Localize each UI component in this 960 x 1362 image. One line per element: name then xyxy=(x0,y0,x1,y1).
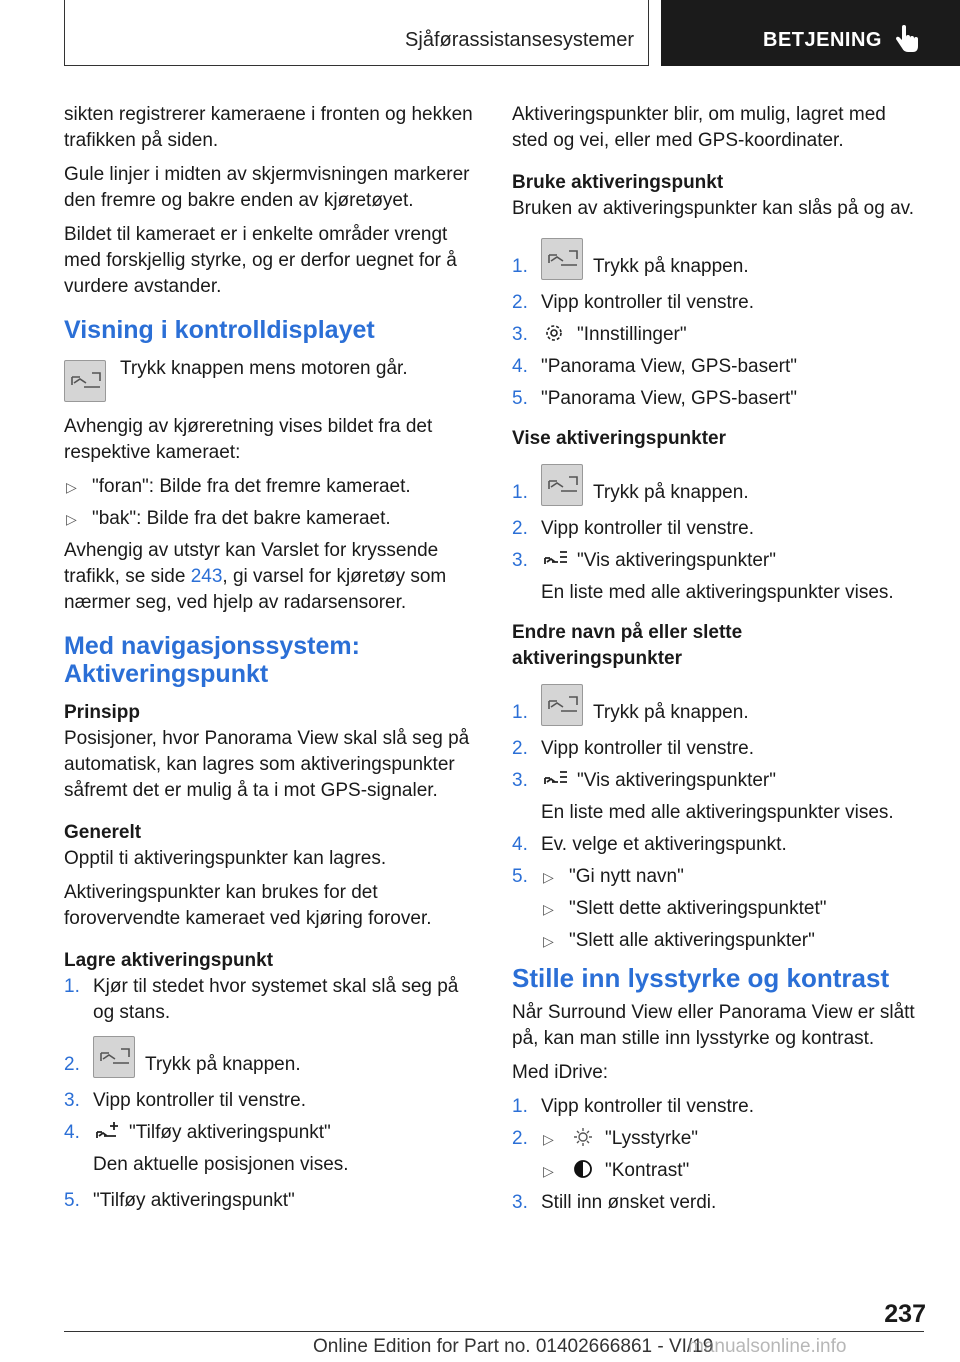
display-instruction xyxy=(64,356,478,402)
heading-lagre: Lagre aktiveringspunkt xyxy=(64,950,274,971)
step-text: "Innstillinger" xyxy=(577,324,687,345)
header-section-title: Sjåførassistansesystemer xyxy=(405,29,634,51)
paragraph: Posisjoner, hvor Panorama View skal slå seg på automatisk, kan lagres som aktiveringspunkter såfremt det er mulig å ta i mot GPS-signaler. xyxy=(64,728,470,801)
heading-endre: Endre navn på eller slette aktiveringspunkter xyxy=(512,622,743,669)
text: Avhengig av utstyr kan Varslet for kryssende trafikk, se side xyxy=(64,540,439,587)
step-item xyxy=(512,1190,917,1216)
step-number: 5. xyxy=(512,388,528,409)
left-column xyxy=(64,102,478,1220)
paragraph: Gule linjer i midten av skjermvisningen markerer den fremre og bakre enden av kjøretøyet. xyxy=(64,164,470,211)
step-text: "Panorama View, GPS-basert" xyxy=(541,388,798,409)
camera-button-icon xyxy=(64,360,106,402)
step-text: Kjør til stedet hvor systemet skal slå seg på og stans. xyxy=(93,976,459,1023)
list-item xyxy=(64,506,478,532)
triangle-bullet-icon: ▷ xyxy=(543,1163,554,1179)
hand-pointer-icon xyxy=(893,25,921,55)
step-item xyxy=(512,1126,917,1152)
step-number: 2. xyxy=(512,292,528,313)
page-link[interactable]: 243 xyxy=(190,566,223,587)
watermark: manualsonline.info xyxy=(688,1336,847,1357)
step-item xyxy=(64,1120,478,1146)
step-text: "Vis aktiveringspunkter" xyxy=(577,550,777,571)
sub-item-text: "Slett dette aktiveringspunktet" xyxy=(569,898,827,919)
step-text: Trykk på knappen. xyxy=(593,256,749,277)
text: , gi varsel for kjøretøy som nærmer seg, ved hjelp av radarsensorer. xyxy=(64,566,447,613)
step-text: Vipp kontroller til venstre. xyxy=(541,1096,754,1117)
heading-bruke: Bruke aktiveringspunkt xyxy=(512,172,724,193)
step-number: 2. xyxy=(64,1054,80,1075)
header-section-box xyxy=(64,0,649,66)
step-number: 4. xyxy=(64,1122,80,1143)
triangle-bullet-icon: ▷ xyxy=(543,1131,554,1147)
step-number: 2. xyxy=(512,518,528,539)
footer-divider xyxy=(64,1331,924,1332)
step-item xyxy=(512,832,917,858)
step-text: Ev. velge et aktiveringspunkt. xyxy=(541,834,787,855)
header-chapter-box xyxy=(661,0,960,66)
step-text: Vipp kontroller til venstre. xyxy=(541,738,754,759)
step-note: En liste med alle aktiveringspunkter vises. xyxy=(541,802,894,823)
step-number: 2. xyxy=(512,738,528,759)
step-item xyxy=(64,1036,478,1078)
step-number: 3. xyxy=(512,324,528,345)
step-item xyxy=(512,464,917,506)
gear-icon xyxy=(543,322,569,344)
step-text: Vipp kontroller til venstre. xyxy=(541,518,754,539)
list-points-icon xyxy=(543,548,569,570)
step-item xyxy=(512,290,917,316)
step-item xyxy=(64,974,478,1026)
heading-generelt: Generelt xyxy=(64,822,142,843)
page-number: 237 xyxy=(884,1300,926,1328)
heading-prinsipp: Prinsipp xyxy=(64,702,141,723)
paragraph: sikten registrerer kameraene i fronten og hekken trafikken på siden. xyxy=(64,104,473,151)
step-number: 1. xyxy=(512,482,528,503)
list-item xyxy=(64,474,478,500)
right-column xyxy=(512,102,917,1222)
step-text: "Gi nytt navn" xyxy=(569,866,684,887)
step-text: "Tilføy aktiveringspunkt" xyxy=(93,1190,295,1211)
step-number: 3. xyxy=(512,1192,528,1213)
step-note: Den aktuelle posisjonen vises. xyxy=(93,1154,349,1175)
heading-navigation: Med navigasjonssystem: Aktiveringspunkt xyxy=(64,632,360,688)
step-item xyxy=(512,736,917,762)
list-points-icon xyxy=(543,768,569,790)
step-item xyxy=(512,768,917,794)
step-number: 4. xyxy=(512,834,528,855)
sub-item-text: "Slett alle aktiveringspunkter" xyxy=(569,930,815,951)
step-note: En liste med alle aktiveringspunkter vises. xyxy=(541,582,894,603)
step-number: 3. xyxy=(512,770,528,791)
list-item-text: "foran": Bilde fra det fremre kameraet. xyxy=(92,476,411,497)
paragraph: Når Surround View eller Panorama View er slått på, kan man stille inn lysstyrke og kontrast. xyxy=(512,1002,915,1049)
step-item xyxy=(512,354,917,380)
brightness-icon xyxy=(571,1126,597,1148)
step-number: 1. xyxy=(64,976,80,997)
step-number: 3. xyxy=(512,550,528,571)
sub-item-text: "Kontrast" xyxy=(605,1160,690,1181)
step-text: Vipp kontroller til venstre. xyxy=(93,1090,306,1111)
paragraph: Avhengig av kjøreretning vises bildet fra det respektive kameraet: xyxy=(64,416,433,463)
camera-button-icon xyxy=(541,238,583,280)
step-number: 1. xyxy=(512,702,528,723)
paragraph: Med iDrive: xyxy=(512,1062,609,1083)
camera-button-icon xyxy=(93,1036,135,1078)
step-text: Trykk på knappen. xyxy=(593,482,749,503)
heading-brightness: Stille inn lysstyrke og kontrast xyxy=(512,963,890,993)
paragraph: Bildet til kameraet er i enkelte områder vrengt med forskjellig styrke, og er derfor uegnet for å vurdere avstander. xyxy=(64,224,457,297)
step-number: 5. xyxy=(64,1190,80,1211)
step-item xyxy=(512,238,917,280)
display-instruction-text: Trykk knappen mens motoren går. xyxy=(120,358,408,379)
step-number: 3. xyxy=(64,1090,80,1111)
step-text: Trykk på knappen. xyxy=(145,1054,301,1075)
footer-edition: Online Edition for Part no. 01402666861 - VI/19 xyxy=(313,1336,714,1357)
triangle-bullet-icon: ▷ xyxy=(543,901,554,917)
list-item-text: "bak": Bilde fra det bakre kameraet. xyxy=(92,508,391,529)
triangle-bullet-icon: ▷ xyxy=(543,869,554,885)
step-text: "Panorama View, GPS-basert" xyxy=(541,356,798,377)
paragraph: Bruken av aktiveringspunkter kan slås på og av. xyxy=(512,198,915,219)
paragraph: Aktiveringspunkter blir, om mulig, lagret med sted og vei, eller med GPS-koordinater. xyxy=(512,104,886,151)
step-text: "Tilføy aktiveringspunkt" xyxy=(129,1122,331,1143)
step-number: 4. xyxy=(512,356,528,377)
step-number: 1. xyxy=(512,256,528,277)
step-item xyxy=(512,1094,917,1120)
step-text: "Vis aktiveringspunkter" xyxy=(577,770,777,791)
add-point-icon xyxy=(95,1120,121,1142)
step-item xyxy=(512,386,917,412)
sub-item xyxy=(541,896,917,922)
camera-button-icon xyxy=(541,684,583,726)
step-item xyxy=(64,1188,478,1214)
step-number: 2. xyxy=(512,1128,528,1149)
step-text: Vipp kontroller til venstre. xyxy=(541,292,754,313)
step-number: 5. xyxy=(512,866,528,887)
camera-button-icon xyxy=(541,464,583,506)
step-item xyxy=(512,548,917,574)
step-text: "Lysstyrke" xyxy=(605,1128,699,1149)
paragraph: Opptil ti aktiveringspunkter kan lagres. xyxy=(64,848,387,869)
paragraph: Aktiveringspunkter kan brukes for det forovervendte kameraet ved kjøring forover. xyxy=(64,882,432,929)
step-number: 1. xyxy=(512,1096,528,1117)
step-item xyxy=(64,1088,478,1114)
triangle-bullet-icon: ▷ xyxy=(66,479,77,495)
heading-vise: Vise aktiveringspunkter xyxy=(512,428,727,449)
step-item xyxy=(512,864,917,890)
triangle-bullet-icon: ▷ xyxy=(543,933,554,949)
step-item xyxy=(512,516,917,542)
step-text: Still inn ønsket verdi. xyxy=(541,1192,717,1213)
sub-item xyxy=(541,1158,917,1184)
step-item xyxy=(512,684,917,726)
triangle-bullet-icon: ▷ xyxy=(66,511,77,527)
paragraph xyxy=(64,538,478,616)
heading-display: Visning i kontrolldisplayet xyxy=(64,316,375,344)
sub-item xyxy=(541,928,917,954)
header-chapter-title: BETJENING xyxy=(763,29,882,51)
step-item xyxy=(512,322,917,348)
contrast-icon xyxy=(571,1158,597,1180)
step-text: Trykk på knappen. xyxy=(593,702,749,723)
